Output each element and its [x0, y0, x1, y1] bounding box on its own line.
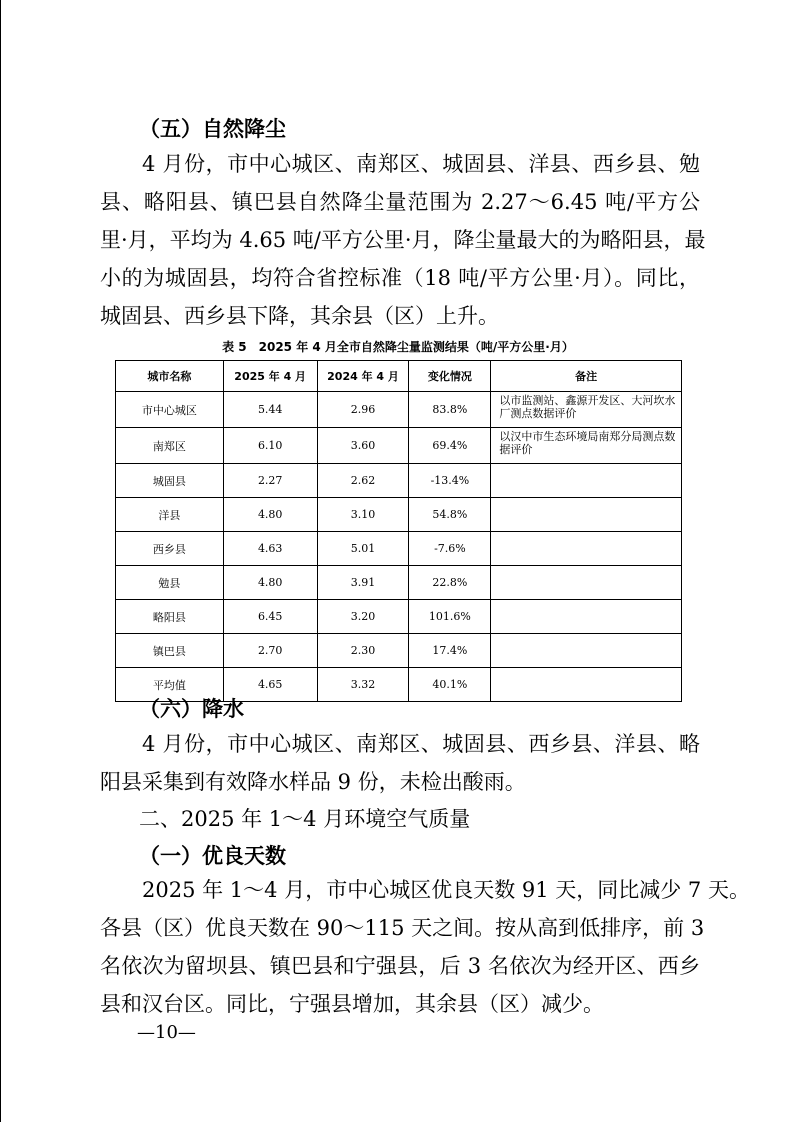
table-cell-note — [491, 464, 682, 498]
column-header: 城市名称 — [116, 361, 224, 392]
table-row — [116, 428, 682, 464]
column-header: 备注 — [491, 361, 682, 392]
paragraph-line: 各县（区）优良天数在 90～115 天之间。按从高到低排序，前 3 — [100, 916, 705, 940]
paragraph-line: 里·月，平均为 4.65 吨/平方公里·月，降尘量最大的为略阳县，最 — [100, 228, 706, 252]
table-cell: -7.6% — [409, 532, 491, 566]
table-cell: 4.65 — [223, 668, 317, 702]
table-cell: 城固县 — [116, 464, 224, 498]
table-row — [116, 600, 682, 634]
table-cell: 3.91 — [317, 566, 409, 600]
table-cell: 6.45 — [223, 600, 317, 634]
table-cell: 6.10 — [223, 428, 317, 464]
table-cell: 69.4% — [409, 428, 491, 464]
column-header: 2024 年 4 月 — [317, 361, 409, 392]
paragraph-line: 4 月份，市中心城区、南郑区、城固县、洋县、西乡县、勉 — [142, 152, 700, 176]
part-2-heading: 二、2025 年 1～4 月环境空气质量 — [139, 807, 471, 831]
paragraph-line: 2025 年 1～4 月，市中心城区优良天数 91 天，同比减少 7 天。 — [142, 878, 750, 902]
table-cell: 2.62 — [317, 464, 409, 498]
table-cell-note — [491, 634, 682, 668]
table-cell: 西乡县 — [116, 532, 224, 566]
table-header-row — [116, 361, 682, 392]
table-cell: 4.63 — [223, 532, 317, 566]
table-cell-note — [491, 600, 682, 634]
page-left-border — [0, 0, 1, 1122]
table-cell: 54.8% — [409, 498, 491, 532]
table-cell: 3.32 — [317, 668, 409, 702]
table-cell: 4.80 — [223, 498, 317, 532]
page-number: —10— — [137, 1022, 196, 1043]
table-cell: 略阳县 — [116, 600, 224, 634]
paragraph-line: 名依次为留坝县、镇巴县和宁强县，后 3 名依次为经开区、西乡 — [100, 954, 700, 978]
paragraph-line: 县、略阳县、镇巴县自然降尘量范围为 2.27～6.45 吨/平方公 — [100, 190, 700, 214]
table-cell: 南郑区 — [116, 428, 224, 464]
table-cell: 5.44 — [223, 392, 317, 428]
section-1-heading: （一）优良天数 — [139, 844, 286, 868]
table-cell: 5.01 — [317, 532, 409, 566]
section-1-paragraph — [100, 871, 750, 1023]
paragraph-line: 县和汉台区。同比，宁强县增加，其余县（区）减少。 — [100, 992, 604, 1016]
section-6-paragraph — [100, 725, 700, 801]
section-5-heading: （五）自然降尘 — [139, 117, 286, 141]
table-row — [116, 532, 682, 566]
table-cell: 平均值 — [116, 668, 224, 702]
table-cell-note: 以市监测站、鑫源开发区、大河坎水厂测点数据评价 — [491, 392, 682, 428]
table-cell: 101.6% — [409, 600, 491, 634]
table-cell: 2.27 — [223, 464, 317, 498]
table-caption: 表 5 2025 年 4 月全市自然降尘量监测结果（吨/平方公里·月） — [222, 340, 574, 354]
paragraph-line: 小的为城固县，均符合省控标准（18 吨/平方公里·月）。同比， — [100, 266, 700, 290]
table-cell-note: 以汉中市生态环境局南郑分局测点数据评价 — [491, 428, 682, 464]
table-cell: 83.8% — [409, 392, 491, 428]
table-cell: 4.80 — [223, 566, 317, 600]
column-header: 变化情况 — [409, 361, 491, 392]
section-5-paragraph — [100, 145, 706, 335]
table-cell-note — [491, 498, 682, 532]
table-cell: 3.60 — [317, 428, 409, 464]
column-header: 2025 年 4 月 — [223, 361, 317, 392]
table-cell: 2.96 — [317, 392, 409, 428]
table-cell: 2.70 — [223, 634, 317, 668]
table-cell: 镇巴县 — [116, 634, 224, 668]
table-cell: 洋县 — [116, 498, 224, 532]
table-cell: -13.4% — [409, 464, 491, 498]
table-row — [116, 634, 682, 668]
table-cell: 勉县 — [116, 566, 224, 600]
paragraph-line: 阳县采集到有效降水样品 9 份，未检出酸雨。 — [100, 770, 526, 794]
table-row — [116, 566, 682, 600]
table-cell-note — [491, 668, 682, 702]
table-row — [116, 464, 682, 498]
table-cell: 22.8% — [409, 566, 491, 600]
paragraph-line: 4 月份，市中心城区、南郑区、城固县、西乡县、洋县、略 — [142, 732, 700, 756]
table-cell: 3.10 — [317, 498, 409, 532]
table-row — [116, 498, 682, 532]
paragraph-line: 城固县、西乡县下降，其余县（区）上升。 — [100, 304, 499, 328]
table-cell-note — [491, 566, 682, 600]
table-cell: 40.1% — [409, 668, 491, 702]
dust-fall-table — [115, 360, 682, 702]
table-cell: 市中心城区 — [116, 392, 224, 428]
table-row — [116, 392, 682, 428]
table-cell: 3.20 — [317, 600, 409, 634]
table-cell: 17.4% — [409, 634, 491, 668]
table-cell-note — [491, 532, 682, 566]
table-cell: 2.30 — [317, 634, 409, 668]
section-6-heading: （六）降水 — [139, 697, 244, 721]
